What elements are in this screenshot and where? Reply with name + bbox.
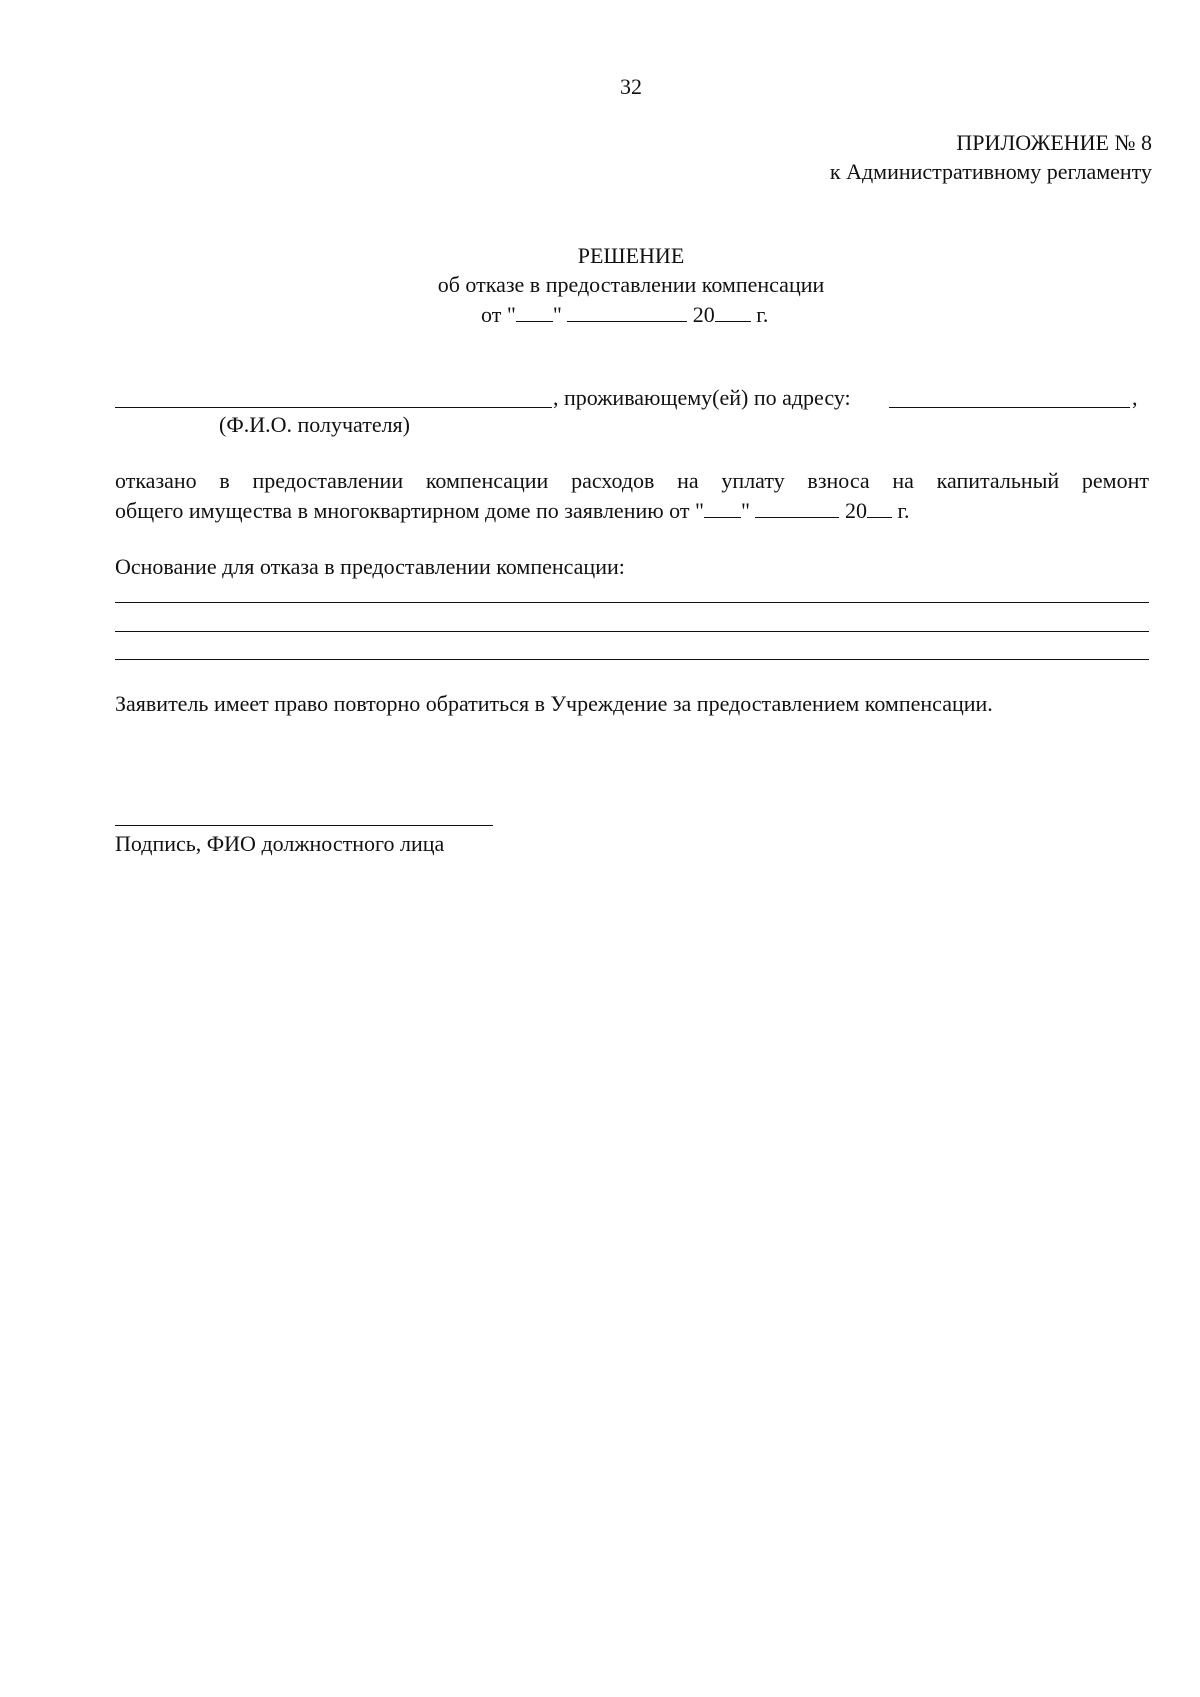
- reapply-notice: Заявитель имеет право повторно обратиться в Учреждение за предоставлением компенсации.: [115, 691, 993, 716]
- application-year-blank: [867, 499, 892, 518]
- basis-line-2: [115, 631, 1149, 632]
- decision-date-quote: ": [552, 302, 562, 327]
- decision-date-suffix: г.: [756, 302, 769, 327]
- decision-title: РЕШЕНИЕ: [577, 243, 685, 268]
- basis-line-1: [115, 602, 1149, 603]
- application-day-blank: [704, 499, 741, 518]
- decision-subtitle: об отказе в предоставлении компенсации: [437, 272, 825, 297]
- basis-label: Основание для отказа в предоставлении компенсации:: [115, 554, 625, 579]
- refusal-line-2: [115, 499, 910, 522]
- basis-line-3: [115, 659, 1149, 660]
- refusal-line-1: отказано в предоставлении компенсации расходов на уплату взноса на капитальный ремонт: [115, 468, 1149, 493]
- refusal-quote-close: ": [740, 498, 750, 523]
- decision-date-line: [481, 303, 768, 326]
- address-label: , проживающему(ей) по адресу:: [553, 385, 851, 410]
- application-month-blank: [755, 499, 839, 518]
- day-blank: [516, 303, 553, 322]
- decision-date-prefix: от ": [481, 302, 516, 327]
- decision-date-year: 20: [692, 302, 715, 327]
- signature-line: [115, 825, 493, 826]
- refusal-suffix: г.: [897, 498, 910, 523]
- refusal-line-2-text: общего имущества в многоквартирном доме по заявлению от ": [115, 498, 704, 523]
- year-blank: [715, 303, 751, 322]
- recipient-name-caption: (Ф.И.О. получателя): [219, 412, 411, 437]
- recipient-name-blank: [115, 407, 552, 408]
- address-blank: [889, 407, 1130, 408]
- address-trailing-comma: ,: [1132, 385, 1138, 410]
- appendix-title: ПРИЛОЖЕНИЕ № 8: [956, 130, 1152, 155]
- page-number: 32: [620, 74, 642, 99]
- refusal-year: 20: [844, 498, 867, 523]
- signature-caption: Подпись, ФИО должностного лица: [115, 831, 445, 856]
- month-blank: [567, 303, 687, 322]
- appendix-subtitle: к Административному регламенту: [829, 159, 1152, 184]
